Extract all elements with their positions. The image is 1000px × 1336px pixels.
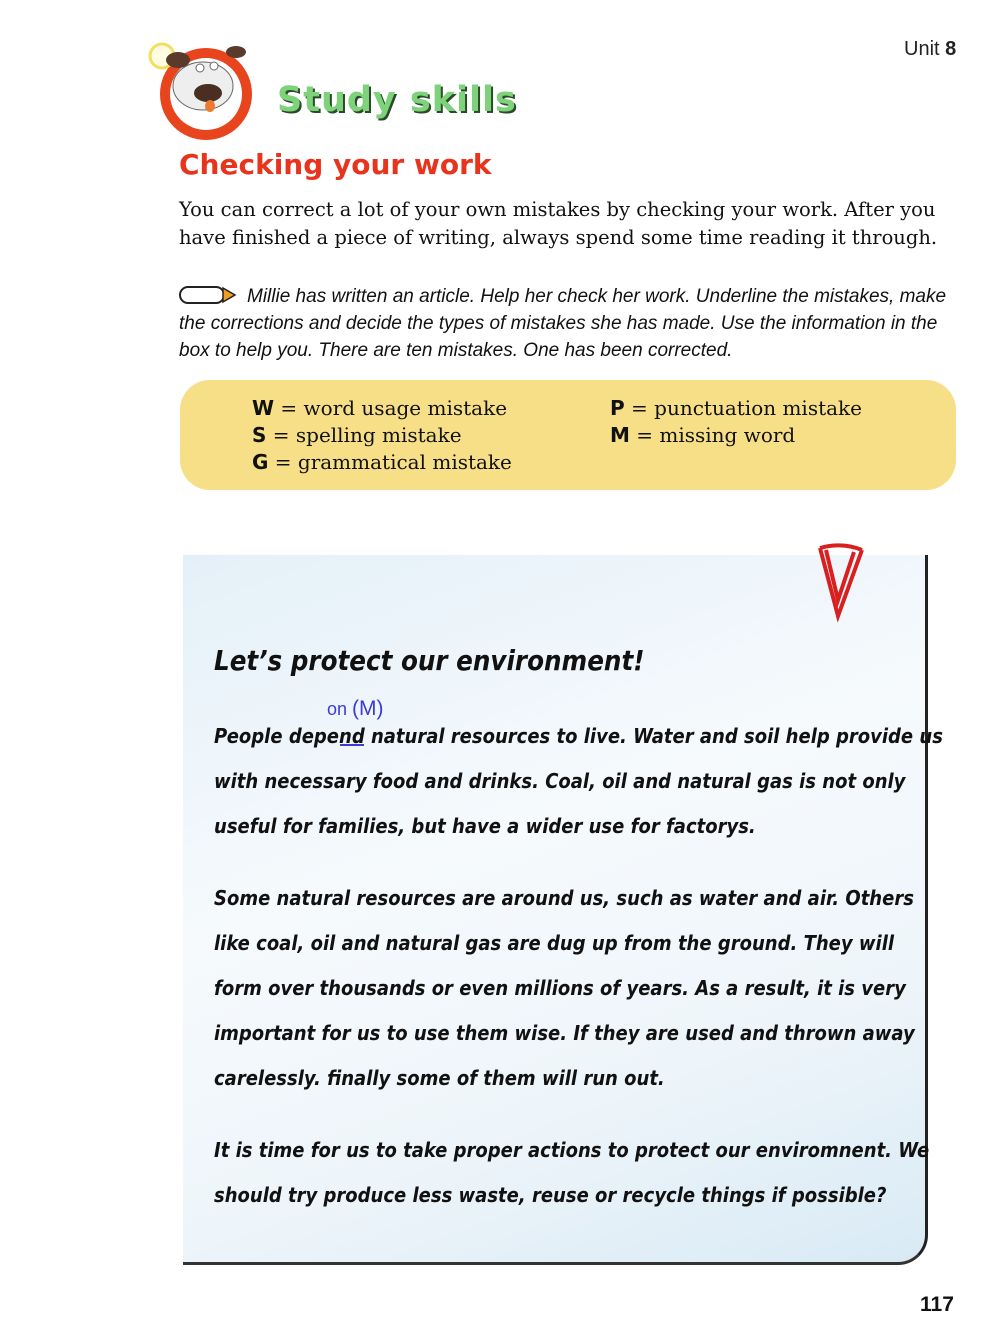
instruction-text: Millie has written an article. Help her check her work. Underline the mistakes, make the corrections and decide the types of mistakes she has made. Use the information in the box to help you. There are ten mistakes. One has been corrected. — [179, 286, 947, 361]
article-line: People depend natural resources to live. Water and soil help provide us — [214, 724, 943, 748]
section-title: Study skills — [277, 80, 517, 120]
key-item: M = missing word — [610, 423, 796, 447]
article-line: carelessly. finally some of them will run out. — [214, 1066, 665, 1090]
key-item: G = grammatical mistake — [252, 450, 512, 474]
article-line: important for us to use them wise. If they are used and thrown away — [214, 1021, 915, 1045]
intro-paragraph: You can correct a lot of your own mistakes by checking your work. After you have finished a piece of writing, always spend some time reading it through. — [179, 198, 938, 249]
key-item: S = spelling mistake — [252, 423, 462, 447]
dog-mascot-icon — [148, 38, 260, 142]
article-line: form over thousands or even millions of years. As a result, it is very — [214, 976, 906, 1000]
key-item: W = word usage mistake — [252, 396, 508, 420]
article-line: with necessary food and drinks. Coal, oil and natural gas is not only — [214, 769, 906, 793]
article-line: like coal, oil and natural gas are dug up from the ground. They will — [214, 931, 895, 955]
mistake-key-box — [180, 380, 956, 490]
instruction — [179, 283, 969, 364]
page-heading: Checking your work — [179, 148, 492, 181]
sample-correction: on (M) — [327, 697, 384, 720]
article-line: should try produce less waste, reuse or recycle things if possible? — [214, 1183, 887, 1207]
article-line: It is time for us to take proper actions to protect our enviromnent. We — [214, 1138, 930, 1162]
unit-label — [904, 38, 956, 61]
article-line: useful for families, but have a wider use for factorys. — [214, 814, 756, 838]
key-item: P = punctuation mistake — [610, 396, 863, 420]
article-line: Some natural resources are around us, such as water and air. Others — [214, 886, 914, 910]
article-title: Let’s protect our environment! — [214, 644, 645, 677]
unit-text: Unit — [904, 38, 940, 60]
unit-number: 8 — [945, 38, 957, 60]
page-number: 117 — [920, 1293, 954, 1316]
paperclip-icon — [812, 542, 868, 622]
pencil-icon — [179, 285, 237, 305]
